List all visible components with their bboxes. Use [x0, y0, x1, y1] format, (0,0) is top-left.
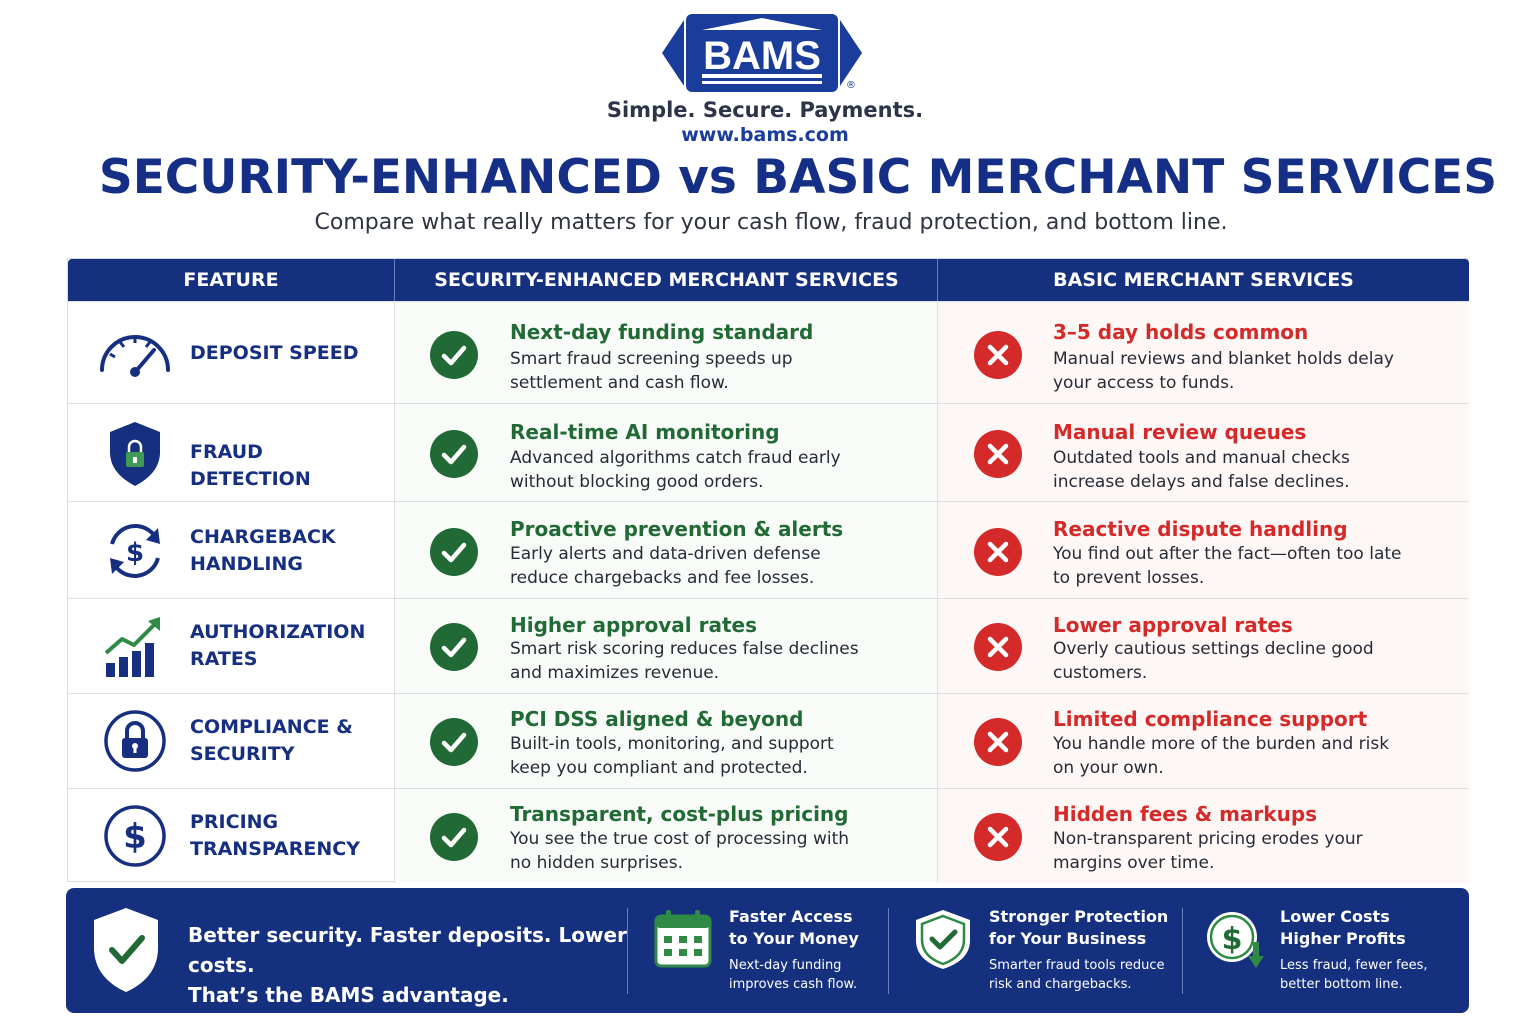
comparison-table: [67, 258, 1468, 882]
benefit-title: [1280, 906, 1480, 950]
table-row: [68, 788, 1469, 883]
basic-title: Reactive dispute handling: [1053, 517, 1348, 541]
enhanced-desc: Smart risk scoring reduces false declines and maximizes revenue.: [510, 639, 859, 683]
benefit-desc: [729, 956, 929, 994]
table-header: [68, 259, 1469, 301]
padlock-icon: [98, 704, 172, 778]
x-icon: [974, 813, 1022, 861]
basic-desc: Non-transparent pricing erodes your margins over time.: [1053, 829, 1363, 873]
benefit-title-line1: Lower Costs: [1280, 907, 1390, 926]
benefit-desc-line2: risk and chargebacks.: [989, 977, 1132, 992]
benefit-desc-line1: Smarter fraud tools reduce: [989, 958, 1165, 973]
check-icon: [430, 331, 478, 379]
x-icon: [974, 623, 1022, 671]
enhanced-title: Proactive prevention & alerts: [510, 517, 844, 541]
header-feature: FEATURE: [183, 269, 279, 291]
basic-title: Manual review queues: [1053, 420, 1307, 444]
header-basic: BASIC MERCHANT SERVICES: [1053, 269, 1354, 291]
benefit-desc-line2: improves cash flow.: [729, 977, 858, 992]
check-icon: [430, 623, 478, 671]
shield-lock-icon: [98, 416, 172, 490]
enhanced-title: Real-time AI monitoring: [510, 420, 780, 444]
feature-label: COMPLIANCE & SECURITY: [190, 716, 353, 765]
speedometer-icon: [98, 316, 172, 390]
benefit-desc: [989, 956, 1189, 994]
benefit-title: [989, 906, 1189, 950]
check-icon: [430, 718, 478, 766]
enhanced-title: Transparent, cost-plus pricing: [510, 802, 849, 826]
shield-check-icon: [88, 904, 164, 996]
benefit-title: [729, 906, 929, 950]
benefit-desc-line2: better bottom line.: [1280, 977, 1403, 992]
table-row: [68, 301, 1469, 403]
footer-main-line2: That’s the BAMS advantage.: [188, 983, 509, 1007]
enhanced-desc: Built-in tools, monitoring, and support keep you compliant and protected.: [510, 734, 834, 778]
table-row: [68, 501, 1469, 598]
check-icon: [430, 528, 478, 576]
footer-banner: [66, 888, 1469, 1013]
svg-text:$: $: [123, 817, 147, 857]
bams-logo[interactable]: [662, 12, 862, 94]
page-header: [0, 0, 1536, 250]
x-icon: [974, 718, 1022, 766]
feature-label: PRICING TRANSPARENCY: [190, 811, 360, 860]
header-enhanced: SECURITY-ENHANCED MERCHANT SERVICES: [434, 269, 899, 291]
benefit-desc-line1: Less fraud, fewer fees,: [1280, 958, 1428, 973]
benefit-title-line2: for Your Business: [989, 929, 1147, 948]
benefit-title-line1: Stronger Protection: [989, 907, 1169, 926]
enhanced-title: PCI DSS aligned & beyond: [510, 707, 804, 731]
basic-desc: Manual reviews and blanket holds delay your access to funds.: [1053, 349, 1394, 393]
logo-text: BAMS: [703, 34, 821, 78]
enhanced-desc: Advanced algorithms catch fraud early without blocking good orders.: [510, 448, 841, 492]
calendar-icon: [652, 908, 714, 970]
feature-label: AUTHORIZATION RATES: [190, 621, 366, 670]
basic-title: Hidden fees & markups: [1053, 802, 1318, 826]
feature-label: DEPOSIT SPEED: [190, 342, 359, 364]
enhanced-desc: You see the true cost of processing with no hidden surprises.: [510, 829, 850, 873]
basic-desc: Outdated tools and manual checks increase delays and false declines.: [1053, 448, 1350, 492]
basic-title: 3–5 day holds common: [1053, 320, 1309, 344]
benefit-title-line2: Higher Profits: [1280, 929, 1406, 948]
enhanced-title: Higher approval rates: [510, 613, 758, 637]
x-icon: [974, 528, 1022, 576]
basic-title: Limited compliance support: [1053, 707, 1368, 731]
website-link[interactable]: www.bams.com: [681, 124, 849, 146]
basic-desc: Overly cautious settings decline good customers.: [1053, 639, 1374, 683]
feature-label: CHARGEBACK HANDLING: [190, 526, 336, 575]
dollar-circle-icon: [98, 799, 172, 873]
benefit-desc-line1: Next-day funding: [729, 958, 842, 973]
growth-chart-icon: [98, 609, 172, 683]
check-icon: [430, 430, 478, 478]
table-row: [68, 403, 1469, 501]
page-subtitle: Compare what really matters for your cash flow, fraud protection, and bottom line.: [314, 210, 1228, 235]
benefit-desc: [1280, 956, 1480, 994]
check-icon: [430, 813, 478, 861]
tagline: Simple. Secure. Payments.: [606, 98, 924, 122]
registered-mark: ®: [846, 80, 856, 91]
table-row: [68, 598, 1469, 693]
svg-text:$: $: [125, 538, 145, 568]
table-row: [68, 693, 1469, 788]
page-title: SECURITY-ENHANCED vs BASIC MERCHANT SERVICES: [98, 150, 1498, 205]
basic-desc: You handle more of the burden and risk on your own.: [1053, 734, 1390, 778]
feature-label: FRAUD DETECTION: [190, 441, 311, 490]
enhanced-desc: Early alerts and data-driven defense reduce chargebacks and fee losses.: [510, 544, 821, 588]
svg-text:$: $: [1221, 922, 1243, 957]
dollar-cycle-icon: [98, 514, 172, 588]
footer-main-line1: Better security. Faster deposits. Lower costs.: [188, 923, 627, 977]
enhanced-desc: Smart fraud screening speeds up settlement and cash flow.: [510, 349, 793, 393]
shield-check-icon: [912, 908, 974, 970]
basic-desc: You find out after the fact—often too late to prevent losses.: [1053, 544, 1402, 588]
x-icon: [974, 430, 1022, 478]
dollar-down-icon: [1204, 908, 1266, 970]
benefit-title-line2: to Your Money: [729, 929, 859, 948]
x-icon: [974, 331, 1022, 379]
enhanced-title: Next-day funding standard: [510, 320, 814, 344]
basic-title: Lower approval rates: [1053, 613, 1293, 637]
benefit-title-line1: Faster Access: [729, 907, 853, 926]
footer-main-text: [188, 920, 628, 1010]
